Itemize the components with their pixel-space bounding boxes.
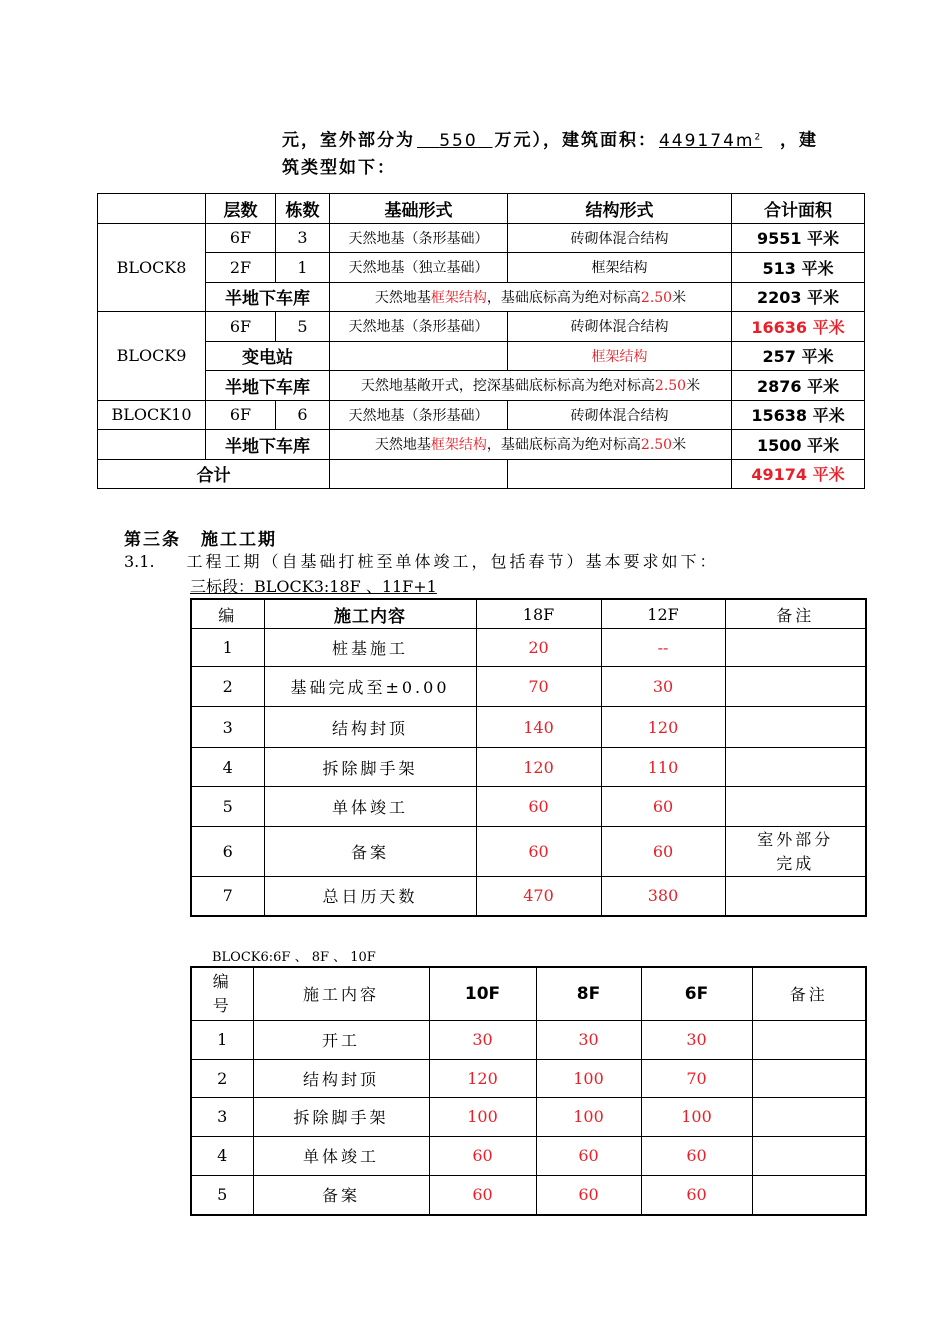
foundation-cell: 天然地基（条形基础） — [330, 400, 508, 430]
foundation-text: ，基础底标高为绝对标高 — [486, 289, 641, 306]
intro-line-2: 筑类型如下： — [282, 157, 396, 178]
total-label: 合计 — [98, 459, 330, 489]
foundation-cell — [330, 430, 732, 460]
structure-cell: 砖砌体混合结构 — [508, 400, 732, 430]
table-row — [98, 400, 865, 430]
header-no: 编 — [191, 599, 264, 629]
elevation-value: 2.50 — [654, 378, 687, 395]
foundation-unit: 米 — [672, 289, 687, 306]
row-note — [725, 748, 866, 787]
structure-cell: 框架结构 — [508, 253, 732, 283]
elevation-value: 2.50 — [640, 437, 673, 454]
table-row — [98, 371, 865, 401]
header-note: 备注 — [725, 599, 866, 629]
row-item: 拆除脚手架 — [253, 1097, 429, 1136]
days-18f: 70 — [476, 667, 601, 707]
floors-cell: 6F — [206, 312, 276, 342]
row-no: 3 — [191, 707, 264, 748]
empty-cell — [508, 459, 732, 489]
foundation-highlight: 框架结构 — [430, 437, 487, 454]
row-item: 备案 — [264, 827, 476, 877]
foundation-text: 天然地基 — [374, 289, 431, 306]
table-row — [191, 1097, 866, 1136]
foundation-text: 天然地基敞开式，挖深基础底标标高为绝对标高 — [360, 378, 655, 395]
elevation-value: 2.50 — [640, 289, 673, 306]
area-cell: 9551 平米 — [732, 223, 865, 253]
block-label: BLOCK8 — [98, 223, 206, 312]
table-row — [191, 1059, 866, 1097]
row-no: 3 — [191, 1097, 253, 1136]
table-row — [98, 312, 865, 342]
header-cell-empty — [98, 194, 206, 224]
days-6f: 60 — [641, 1175, 752, 1215]
count-cell: 5 — [276, 312, 330, 342]
days-8f: 30 — [536, 1020, 641, 1059]
row-item: 结构封顶 — [264, 707, 476, 748]
row-no: 4 — [191, 748, 264, 787]
table-row — [191, 707, 866, 748]
count-cell: 6 — [276, 400, 330, 430]
table-row — [98, 223, 865, 253]
header-10f: 10F — [429, 967, 536, 1020]
header-no — [191, 967, 253, 1020]
header-count: 栋数 — [276, 194, 330, 224]
row-item: 结构封顶 — [253, 1059, 429, 1097]
table-row — [191, 787, 866, 827]
days-8f: 60 — [536, 1175, 641, 1215]
days-10f: 100 — [429, 1097, 536, 1136]
floors-cell: 6F — [206, 223, 276, 253]
area-cell: 513 平米 — [732, 253, 865, 283]
row-item: 拆除脚手架 — [264, 748, 476, 787]
subsection-line — [124, 549, 719, 572]
table-header-row — [191, 599, 866, 629]
row-no: 2 — [191, 1059, 253, 1097]
days-8f: 100 — [536, 1097, 641, 1136]
foundation-unit: 米 — [672, 437, 687, 454]
row-no: 2 — [191, 667, 264, 707]
header-foundation: 基础形式 — [330, 194, 508, 224]
intro-paragraph — [282, 124, 842, 182]
row-item: 基础完成至±0.00 — [264, 667, 476, 707]
block-label: BLOCK9 — [98, 312, 206, 401]
row-label: 变电站 — [206, 341, 330, 371]
header-floors: 层数 — [206, 194, 276, 224]
days-18f: 140 — [476, 707, 601, 748]
note-line: 室外部分 — [757, 829, 834, 849]
row-note — [752, 1136, 866, 1175]
days-12f: 60 — [601, 787, 725, 827]
days-12f: 380 — [601, 877, 725, 916]
table-row — [191, 1020, 866, 1059]
floors-cell: 6F — [206, 400, 276, 430]
table-row — [191, 1136, 866, 1175]
row-note — [725, 629, 866, 667]
building-area — [657, 131, 764, 151]
table-row — [191, 629, 866, 667]
total-row — [98, 459, 865, 489]
area-cell: 15638 平米 — [732, 400, 865, 430]
header-item: 施工内容 — [253, 967, 429, 1020]
row-label: 半地下车库 — [206, 282, 330, 312]
row-no: 4 — [191, 1136, 253, 1175]
structure-cell: 框架结构 — [508, 341, 732, 371]
table-row — [191, 827, 866, 877]
intro-line-1 — [282, 124, 842, 155]
table-row — [98, 341, 865, 371]
row-note — [752, 1097, 866, 1136]
foundation-text: ，基础底标高为绝对标高 — [486, 437, 641, 454]
foundation-cell: 天然地基（条形基础） — [330, 312, 508, 342]
row-note — [725, 827, 866, 877]
days-18f: 20 — [476, 629, 601, 667]
empty-cell — [330, 459, 508, 489]
days-18f: 120 — [476, 748, 601, 787]
foundation-cell: 天然地基（条形基础） — [330, 223, 508, 253]
foundation-cell: 天然地基（独立基础） — [330, 253, 508, 283]
header-note: 备注 — [752, 967, 866, 1020]
row-item: 开工 — [253, 1020, 429, 1059]
structure-cell: 砖砌体混合结构 — [508, 312, 732, 342]
intro-text-c: ，建 — [780, 130, 819, 151]
days-12f: 60 — [601, 827, 725, 877]
structure-cell: 砖砌体混合结构 — [508, 223, 732, 253]
days-18f: 470 — [476, 877, 601, 916]
row-no: 5 — [191, 787, 264, 827]
outdoor-amount — [415, 131, 494, 151]
header-no-line: 号 — [212, 995, 232, 1015]
foundation-cell — [330, 371, 732, 401]
header-18f: 18F — [476, 599, 601, 629]
section-title: 施工工期 — [201, 530, 277, 550]
section-number: 第三条 — [124, 530, 181, 550]
row-no: 7 — [191, 877, 264, 916]
days-8f: 60 — [536, 1136, 641, 1175]
header-item: 施工内容 — [264, 599, 476, 629]
count-cell: 1 — [276, 253, 330, 283]
header-8f: 8F — [536, 967, 641, 1020]
intro-text-a: 元，室外部分为 — [282, 130, 415, 151]
segment-caption: 三标段：BLOCK3:18F 、11F+1 — [190, 577, 437, 596]
area-cell: 2876 平米 — [732, 371, 865, 401]
area-unit-sup: 2 — [754, 132, 763, 142]
area-cell: 16636 平米 — [732, 312, 865, 342]
section-heading — [124, 525, 277, 550]
row-item: 总日历天数 — [264, 877, 476, 916]
days-6f: 70 — [641, 1059, 752, 1097]
days-12f: -- — [601, 629, 725, 667]
days-10f: 60 — [429, 1175, 536, 1215]
row-item: 单体竣工 — [264, 787, 476, 827]
building-area-value: 449174m — [658, 130, 755, 151]
row-label: 半地下车库 — [206, 371, 330, 401]
area-cell: 257 平米 — [732, 341, 865, 371]
outdoor-amount-value: 550 — [439, 130, 478, 151]
row-label: 半地下车库 — [206, 430, 330, 460]
header-total-area: 合计面积 — [732, 194, 865, 224]
days-10f: 120 — [429, 1059, 536, 1097]
header-6f: 6F — [641, 967, 752, 1020]
header-12f: 12F — [601, 599, 725, 629]
row-no: 1 — [191, 629, 264, 667]
table-row — [191, 1175, 866, 1215]
row-note — [725, 877, 866, 916]
total-area: 49174 平米 — [732, 459, 865, 489]
row-item: 单体竣工 — [253, 1136, 429, 1175]
days-12f: 120 — [601, 707, 725, 748]
days-12f: 110 — [601, 748, 725, 787]
table-row — [191, 877, 866, 916]
row-note — [752, 1059, 866, 1097]
header-structure: 结构形式 — [508, 194, 732, 224]
block-label-empty — [98, 430, 206, 460]
table-row — [191, 667, 866, 707]
floors-cell: 2F — [206, 253, 276, 283]
days-6f: 100 — [641, 1097, 752, 1136]
header-no-line: 编 — [212, 971, 232, 991]
days-8f: 100 — [536, 1059, 641, 1097]
table-row — [98, 282, 865, 312]
row-no: 5 — [191, 1175, 253, 1215]
days-6f: 60 — [641, 1136, 752, 1175]
table-row — [191, 748, 866, 787]
days-12f: 30 — [601, 667, 725, 707]
foundation-text: 天然地基 — [374, 437, 431, 454]
area-cell: 2203 平米 — [732, 282, 865, 312]
schedule-table-block6 — [190, 966, 867, 1216]
row-note — [725, 787, 866, 827]
table-header-row — [191, 967, 866, 1020]
row-no: 6 — [191, 827, 264, 877]
table-header-row — [98, 194, 865, 224]
building-type-table — [97, 193, 865, 489]
foundation-cell — [330, 341, 508, 371]
foundation-unit: 米 — [686, 378, 701, 395]
subsection-number: 3.1. — [124, 552, 155, 571]
row-item: 备案 — [253, 1175, 429, 1215]
count-cell: 3 — [276, 223, 330, 253]
row-item: 桩基施工 — [264, 629, 476, 667]
days-10f: 60 — [429, 1136, 536, 1175]
days-10f: 30 — [429, 1020, 536, 1059]
foundation-highlight: 框架结构 — [430, 289, 487, 306]
foundation-cell — [330, 282, 732, 312]
row-note — [725, 667, 866, 707]
days-18f: 60 — [476, 827, 601, 877]
days-6f: 30 — [641, 1020, 752, 1059]
row-no: 1 — [191, 1020, 253, 1059]
block6-caption: BLOCK6:6F 、 8F 、 10F — [212, 950, 376, 965]
area-cell: 1500 平米 — [732, 430, 865, 460]
row-note — [725, 707, 866, 748]
note-line: 完成 — [776, 853, 815, 873]
table-row — [98, 430, 865, 460]
row-note — [752, 1020, 866, 1059]
days-18f: 60 — [476, 787, 601, 827]
intro-text-b: 万元），建筑面积： — [494, 130, 657, 151]
subsection-text: 工程工期（自基础打桩至单体竣工，包括春节）基本要求如下： — [186, 552, 719, 571]
schedule-table-block3 — [190, 598, 867, 917]
block-label: BLOCK10 — [98, 400, 206, 430]
row-note — [752, 1175, 866, 1215]
table-row — [98, 253, 865, 283]
